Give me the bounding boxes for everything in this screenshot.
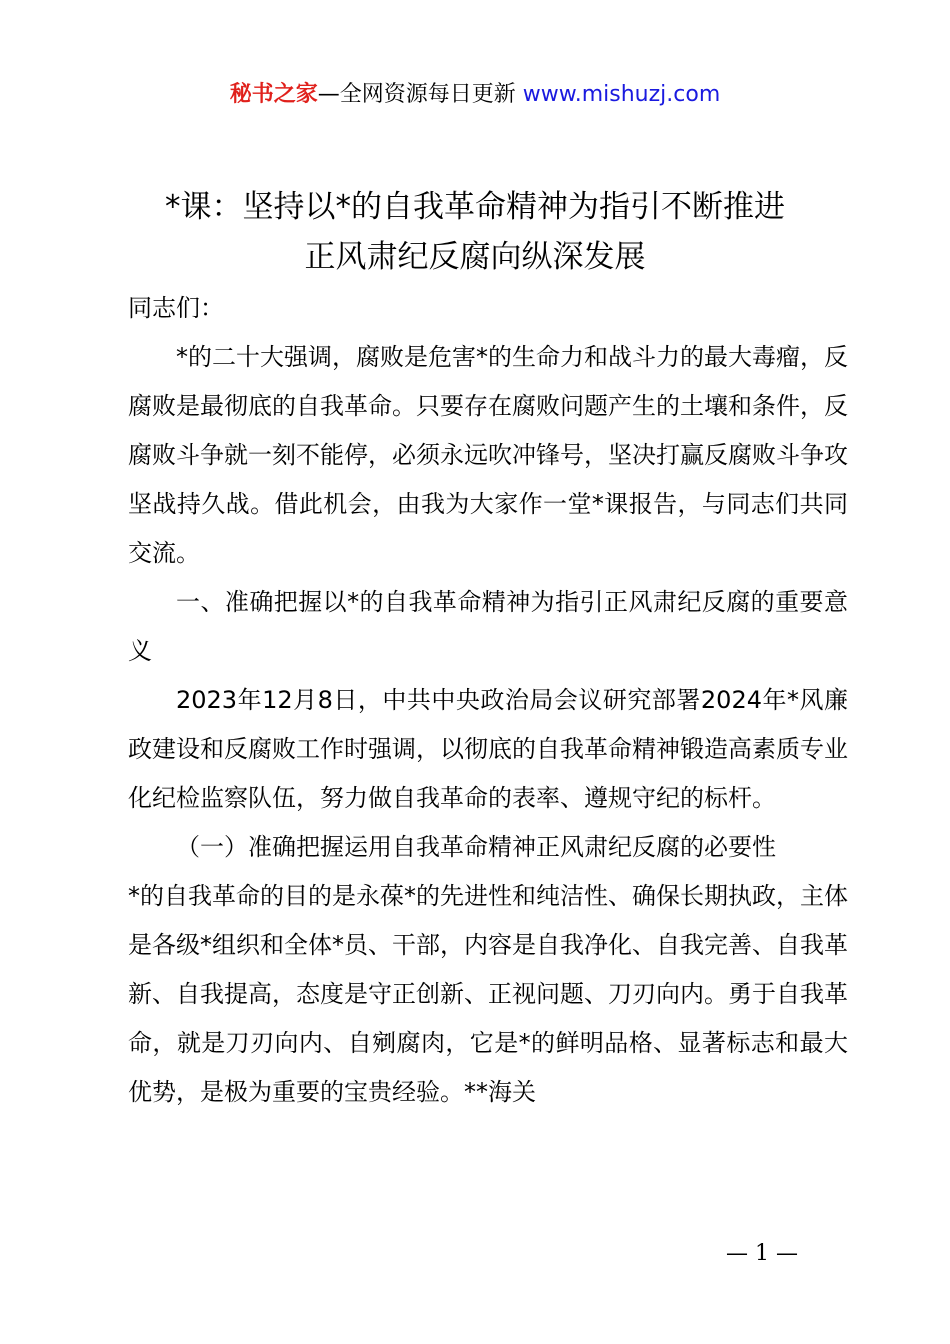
paragraph-intro: *的二十大强调，腐败是危害*的生命力和战斗力的最大毒瘤，反腐败是最彻底的自我革命。只要存在腐败问题产生的土壤和条件，反腐败斗争就一刻不能停，必须永远吹冲锋号，坚决打赢反腐败斗争攻坚战持久战。借此机会，由我为大家作一堂*课报告，与同志们共同交流。 [128,343,848,567]
title-line-2: 正风肃纪反腐向纵深发展 [304,239,646,275]
paragraph-continuation: *的自我革命的目的是永葆*的先进性和纯洁性、确保长期执政，主体是各级*组织和全体*员、干部，内容是自我净化、自我完善、自我革新、自我提高，态度是守正创新、正视问题、刀刃向内。勇于自我革命，就是刀刃向内、自剜腐肉，它是*的鲜明品格、显著标志和最大优势，是极为重要的宝贵经验。**海关 [128,882,848,1106]
title-line-1: *课：坚持以*的自我革命精神为指引不断推进 [165,189,785,225]
document-title [60,182,890,282]
brand-name: 秘书之家 [229,82,318,107]
header-tagline: —全网资源每日更新 [317,82,516,107]
site-header [0,80,950,110]
document-body [128,284,848,1117]
site-url-link[interactable]: www.mishuzj.com [515,82,721,107]
paragraph-meeting: 2023年12月8日，中共中央政治局会议研究部署2024年*风廉政建设和反腐败工作时强调，以彻底的自我革命精神锻造高素质专业化纪检监察队伍，努力做自我革命的表率、遵规守纪的标杆。 [128,686,848,812]
salutation: 同志们： [128,294,224,322]
subsection-heading-1: （一）准确把握运用自我革命精神正风肃纪反腐的必要性 [176,833,776,861]
page-number: — 1 — [726,1241,798,1266]
section-heading-1: 一、准确把握以*的自我革命精神为指引正风肃纪反腐的重要意义 [128,588,848,665]
